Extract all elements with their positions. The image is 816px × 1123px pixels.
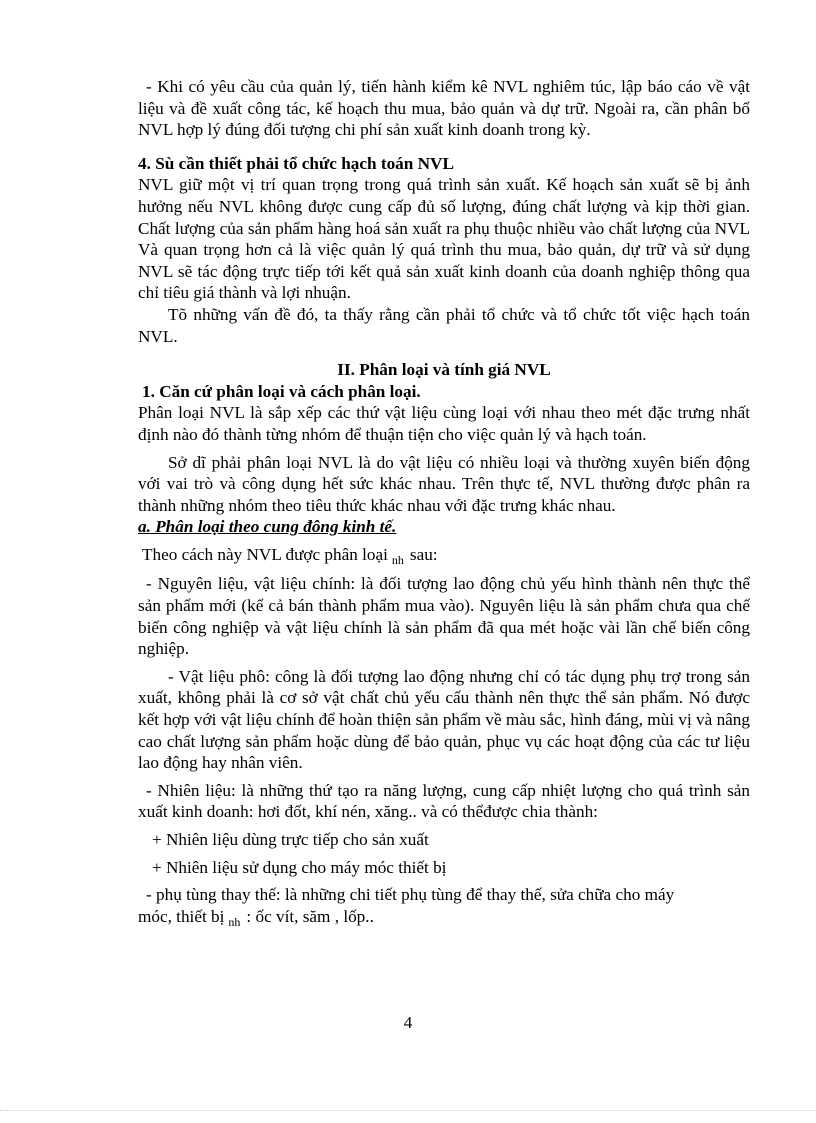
section-heading-1: 1. Căn cứ phân loại và cách phân loại. [142,381,421,401]
intro-tail: sau: [409,544,438,564]
paragraph-auxiliary-materials: - Vật liệu phô: công là đối tượng lao động nhưng chỉ có tác dụng phụ trợ trong sản xuất, không phải là cơ sở vật chất chủ yếu cấu thành nên thực thể sản phẩm. Nó được kết hợp với vật liệu chính để hoàn thiện sản phẩm về màu sắc, hình đáng, mùi vị và nâng cao chất lượng sản phẩm hoặc dùng để bảo quản, phục vụ các hoạt động của các tư liệu lao động hay nhân viên. [138,666,750,773]
document-body [138,76,750,929]
paragraph-inventory: - Khi có yêu cầu của quản lý, tiến hành kiểm kê NVL nghiêm túc, lập báo cáo về vật liệu và đề xuất công tác, kế hoạch thu mua, bảo quản và dự trữ. Ngoài ra, cần phân bổ NVL hợp lý đúng đối tượng chi phí sản xuất kinh doanh trong kỳ. [138,77,750,140]
paragraph-main-materials: - Nguyên liệu, vật liệu chính: là đối tượng lao động chủ yếu hình thành nên thực thể sản phẩm mới (kể cả bán thành phẩm mua vào). Nguyên liệu là sản phẩm chưa qua chế biến công nghiệp và vật liệu chính là sản phẩm đã qua mét hoặc vài lần chế biến công nghiệp. [138,574,750,659]
section-heading-4: 4. Sù cần thiết phải tổ chức hạch toán NVL [138,153,454,173]
chapter-heading-ii: II. Phân loại và tính giá NVL [337,360,551,380]
spare-text: móc, thiết bị [138,906,225,926]
intro-sub: nh [391,552,404,567]
subsection-heading-a: a. Phân loại theo cung đông kinh tế. [138,517,397,537]
paragraph-spare-parts: - phụ tùng thay thế: là những chi tiết phụ tùng để thay thế, sửa chữa cho máy [146,885,675,905]
list-item-fuel-machines: + Nhiên liệu sử dụng cho máy móc thiết bị [152,857,447,877]
paragraph-fuel: - Nhiên liệu: là những thứ tạo ra năng lượng, cung cấp nhiệt lượng cho quá trình sản xuất kinh doanh: hơi đốt, khí nén, xăng.. và có thểđược chia thành: [138,780,750,822]
spare-tail: : ốc vít, săm , lốp.. [246,906,374,926]
list-item-fuel-direct: + Nhiên liệu dùng trực tiếp cho sản xuất [152,830,429,849]
paragraph-definition: Phân loại NVL là sắp xếp các thứ vật liệu cùng loại với nhau theo mét đặc trưng nhất định nào đó thành từng nhóm để thuận tiện cho việc quản lý và hạch toán. [138,403,750,444]
spare-sub: nh [228,914,241,929]
page-number: 4 [403,1013,413,1032]
paragraph-spare-parts-cont [138,906,750,930]
paragraph-conclusion: Tõ những vấn đề đó, ta thấy rằng cần phải tổ chức và tổ chức tốt việc hạch toán NVL. [138,304,750,346]
bottom-divider [0,1110,816,1111]
paragraph-reason: Sở dĩ phải phân loại NVL là do vật liệu có nhiều loại và thường xuyên biến động với vai trò và công dụng hết sức khác nhau. Trên thực tế, NVL thường được phân ra thành những nhóm theo tiêu thức khác nhau với đặc trưng khác nhau. [138,452,750,515]
intro-text: Theo cách này NVL được phân loại [142,544,388,564]
paragraph-importance: NVL giữ một vị trí quan trọng trong quá trình sản xuất. Kế hoạch sản xuất sẽ bị ảnh hưởng nếu NVL không được cung cấp đủ số lượng, đúng chất lượng và kịp thời gian. Chất lượng của sản phẩm hàng hoá sản xuất ra phụ thuộc nhiều vào chất lượng của NVL Và quan trọng hơn cả là việc quản lý quá trình thu mua, bảo quản, dự trữ và sử dụng NVL sẽ tác động trực tiếp tới kết quả sản xuất kinh doanh của doanh nghiệp thông qua chỉ tiêu giá thành và lợi nhuận. [138,175,750,303]
paragraph-intro-list [138,544,750,568]
